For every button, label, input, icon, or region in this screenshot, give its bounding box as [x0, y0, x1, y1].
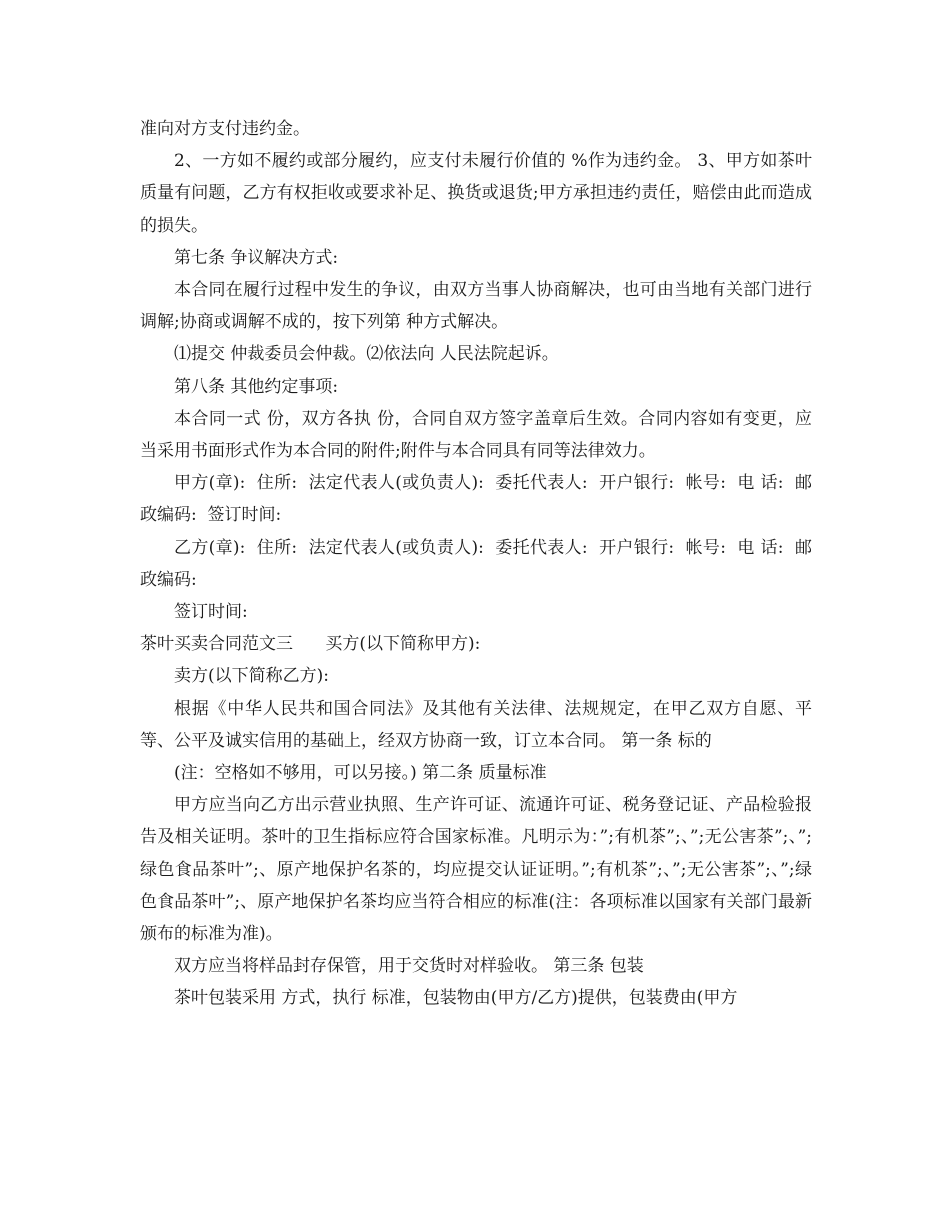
party-a-signature-block: 甲方(章): 住所: 法定代表人(或负责人): 委托代表人: 开户银行: 帐号: 电 话: 邮政编码: 签订时间:: [140, 473, 812, 526]
paragraph-17: 茶叶包装采用 方式，执行 标准，包装物由(甲方/乙方)提供，包装费由(甲方: [174, 988, 738, 1009]
paragraph-4: 本合同在履行过程中发生的争议，由双方当事人协商解决，也可由当地有关部门进行调解;协商或调解不成的，按下列第 种方式解决。: [140, 280, 812, 333]
paragraph-14: (注：空格如不够用，可以另接。) 第二条 质量标准: [174, 763, 547, 784]
signing-date: 签订时间:: [174, 602, 248, 623]
contract-title-3: 茶叶买卖合同范文三 买方(以下简称甲方):: [140, 634, 481, 655]
paragraph-15: 甲方应当向乙方出示营业执照、生产许可证、流通许可证、税务登记证、产品检验报告及相关证明。茶叶的卫生指标应符合国家标准。凡明示为：”;有机茶”;、”;无公害茶”;、”;绿色食品茶叶”;、原产地保护名茶的，均应提交认证证明。”;有机茶”;、”;无公害茶”;、”;绿色食品茶叶”;、原产地保护名茶均应当符合相应的标准(注：各项标准以国家有关部门最新颁布的标准为准)。: [140, 795, 812, 945]
seller-line: 卖方(以下简称乙方):: [174, 666, 329, 687]
document-page: [140, 113, 812, 1015]
paragraph-2: 2、一方如不履约或部分履约，应支付未履行价值的 %作为违约金。 3、甲方如茶叶质量有问题，乙方有权拒收或要求补足、换货或退货;甲方承担违约责任，赔偿由此而造成的损失。: [140, 151, 812, 236]
paragraph-7: 本合同一式 份，双方各执 份，合同自双方签字盖章后生效。合同内容如有变更，应当采用书面形式作为本合同的附件;附件与本合同具有同等法律效力。: [140, 408, 812, 462]
party-b-signature-block: 乙方(章): 住所: 法定代表人(或负责人): 委托代表人: 开户银行: 帐号: 电 话: 邮政编码:: [140, 537, 812, 590]
paragraph-5: ⑴提交 仲裁委员会仲裁。⑵依法向 人民法院起诉。: [174, 344, 559, 365]
paragraph-1: 准向对方支付违约金。: [140, 119, 310, 139]
paragraph-16: 双方应当将样品封存保管，用于交货时对样验收。 第三条 包装: [174, 956, 644, 977]
section-heading-7: 第七条 争议解决方式:: [174, 247, 339, 268]
paragraph-13: 根据《中华人民共和国合同法》及其他有关法律、法规规定，在甲乙双方自愿、平等、公平及诚实信用的基础上，经双方协商一致，订立本合同。 第一条 标的: [140, 698, 812, 751]
section-heading-8: 第八条 其他约定事项:: [174, 376, 339, 397]
